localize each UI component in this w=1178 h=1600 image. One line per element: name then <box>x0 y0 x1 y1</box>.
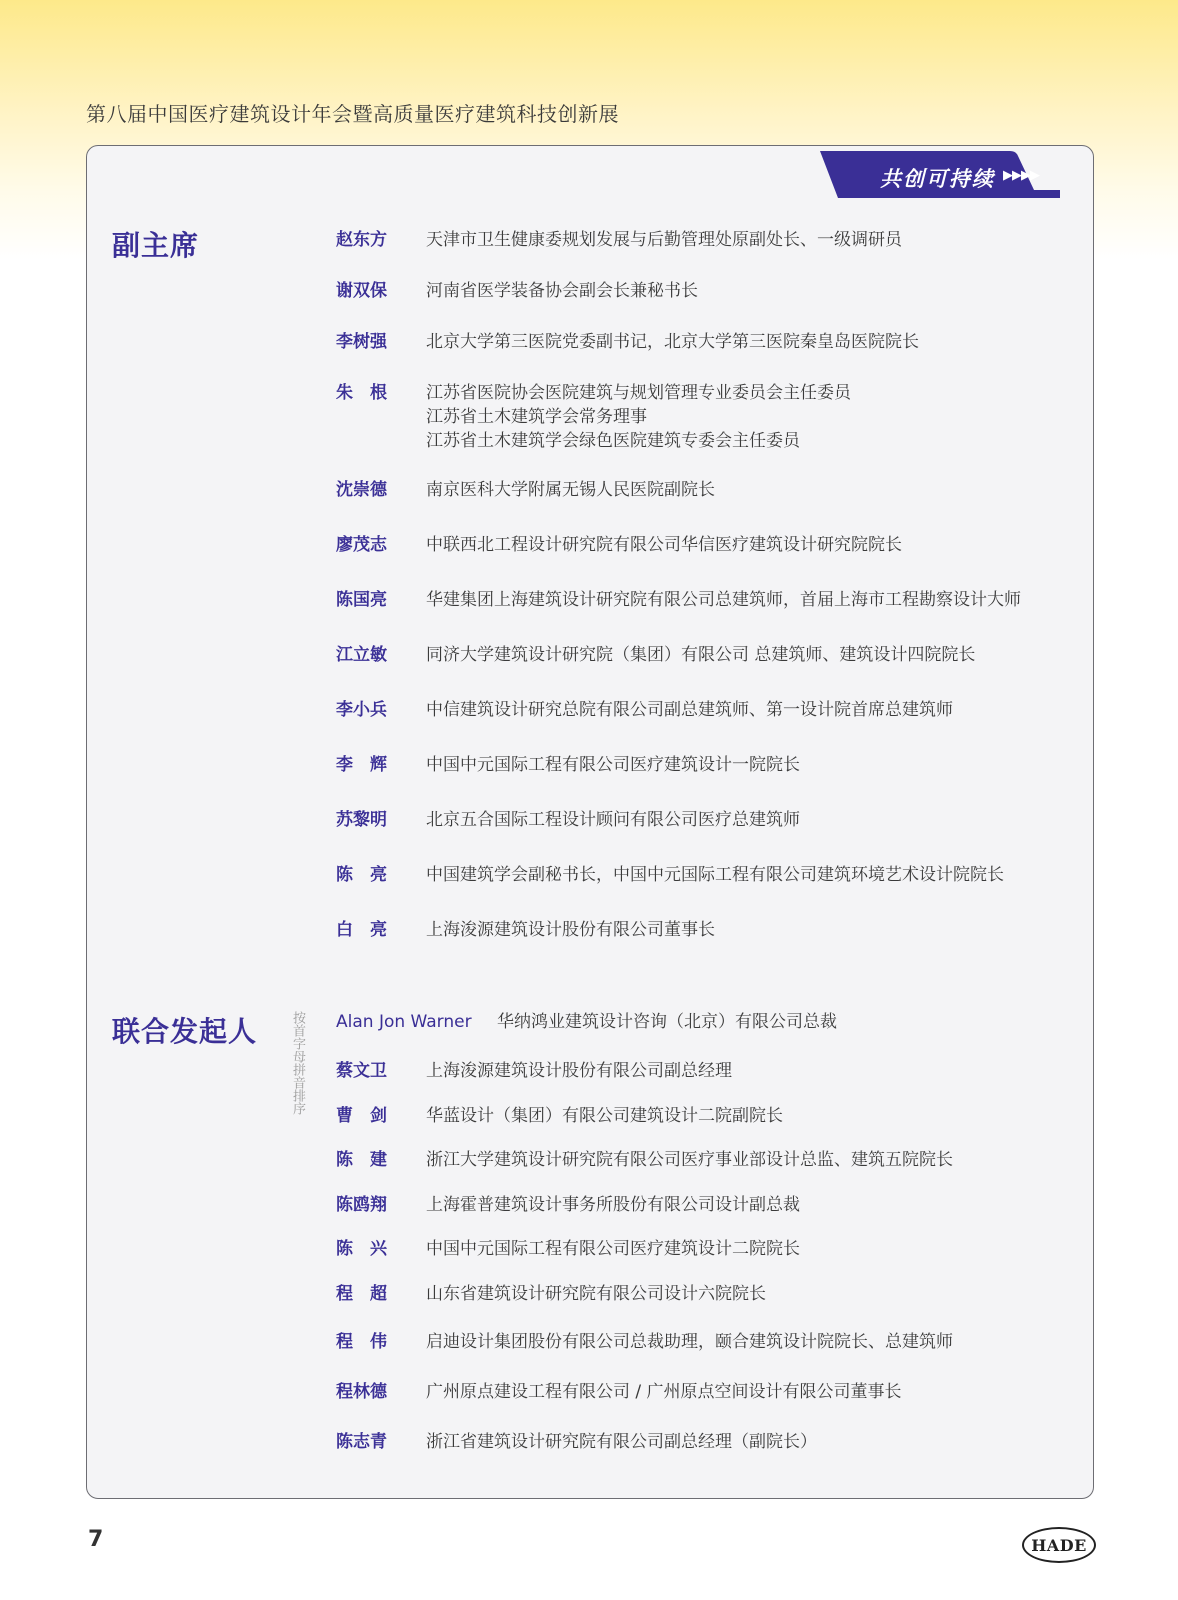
member-title <box>426 1104 783 1128</box>
section-title-co-initiators: 联合发起人 <box>112 1015 258 1048</box>
member-title-line: 华纳鸿业建筑设计咨询（北京）有限公司总裁 <box>497 1012 837 1032</box>
member-name: Alan Jon Warner <box>336 1012 472 1032</box>
member-title <box>426 228 902 252</box>
member-title-line: 华建集团上海建筑设计研究院有限公司总建筑师，首届上海市工程勘察设计大师 <box>426 590 1021 610</box>
member-title <box>426 1148 953 1172</box>
page-number: 7 <box>88 1527 104 1552</box>
member-title-line: 浙江省建筑设计研究院有限公司副总经理（副院长） <box>426 1432 817 1452</box>
member-title-line: 中信建筑设计研究总院有限公司副总建筑师、第一设计院首席总建筑师 <box>426 700 953 720</box>
member-title <box>426 533 902 557</box>
member-name: 谢双保 <box>336 281 387 301</box>
member-name: 陈 亮 <box>336 865 387 885</box>
hade-logo: HADE <box>1022 1527 1096 1563</box>
member-title-line: 南京医科大学附属无锡人民医院副院长 <box>426 480 715 500</box>
member-name: 曹 剑 <box>336 1106 387 1126</box>
member-title <box>426 1193 800 1217</box>
member-title-line: 上海霍普建筑设计事务所股份有限公司设计副总裁 <box>426 1195 800 1215</box>
member-title <box>426 1380 902 1404</box>
member-name: 陈志青 <box>336 1432 387 1452</box>
member-title-line: 江苏省医院协会医院建筑与规划管理专业委员会主任委员 <box>426 383 851 403</box>
member-name: 程 伟 <box>336 1332 387 1352</box>
member-title <box>497 1010 837 1034</box>
member-title-line: 中国中元国际工程有限公司医疗建筑设计一院院长 <box>426 755 800 775</box>
member-name: 程 超 <box>336 1284 387 1304</box>
member-title-line: 广州原点建设工程有限公司 / 广州原点空间设计有限公司董事长 <box>426 1382 902 1402</box>
member-title <box>426 1237 800 1261</box>
member-name: 陈鸥翔 <box>336 1195 387 1215</box>
member-title-line: 中国建筑学会副秘书长，中国中元国际工程有限公司建筑环境艺术设计院院长 <box>426 865 1004 885</box>
member-title <box>426 863 1004 887</box>
member-name: 李小兵 <box>336 700 387 720</box>
section-title-vice-chairs: 副主席 <box>112 229 200 262</box>
member-title-line: 启迪设计集团股份有限公司总裁助理，颐合建筑设计院院长、总建筑师 <box>426 1332 953 1352</box>
member-title-line: 山东省建筑设计研究院有限公司设计六院院长 <box>426 1284 766 1304</box>
member-name: 廖茂志 <box>336 535 387 555</box>
member-title-line: 华蓝设计（集团）有限公司建筑设计二院副院长 <box>426 1106 783 1126</box>
member-name: 蔡文卫 <box>336 1061 387 1081</box>
member-title <box>426 643 975 667</box>
member-name: 程林德 <box>336 1382 387 1402</box>
member-title-line: 河南省医学装备协会副会长兼秘书长 <box>426 281 698 301</box>
member-title-line: 中国中元国际工程有限公司医疗建筑设计二院院长 <box>426 1239 800 1259</box>
member-title-line: 上海浚源建筑设计股份有限公司副总经理 <box>426 1061 732 1081</box>
member-name: 李树强 <box>336 332 387 352</box>
sort-note: 按首字母拼音排序 <box>290 1011 305 1115</box>
member-title <box>426 478 715 502</box>
member-title <box>426 279 698 303</box>
member-title <box>426 588 1021 612</box>
member-name: 苏黎明 <box>336 810 387 830</box>
member-title <box>426 698 953 722</box>
member-name: 李 辉 <box>336 755 387 775</box>
member-title <box>426 808 800 832</box>
member-title-line: 北京大学第三医院党委副书记，北京大学第三医院秦皇岛医院院长 <box>426 332 919 352</box>
member-title <box>426 1059 732 1083</box>
page-header-title: 第八届中国医疗建筑设计年会暨高质量医疗建筑科技创新展 <box>86 102 619 126</box>
member-title-line: 同济大学建筑设计研究院（集团）有限公司 总建筑师、建筑设计四院院长 <box>426 645 976 665</box>
member-name: 陈国亮 <box>336 590 387 610</box>
member-title <box>426 330 919 354</box>
member-name: 赵东方 <box>336 230 387 250</box>
member-title <box>426 1330 953 1354</box>
member-name: 江立敏 <box>336 645 387 665</box>
member-title <box>426 918 715 942</box>
member-name: 陈 建 <box>336 1150 387 1170</box>
member-title-line: 中联西北工程设计研究院有限公司华信医疗建筑设计研究院院长 <box>426 535 902 555</box>
member-title-line: 天津市卫生健康委规划发展与后勤管理处原副处长、一级调研员 <box>426 230 902 250</box>
member-name: 沈崇德 <box>336 480 387 500</box>
member-title-line: 浙江大学建筑设计研究院有限公司医疗事业部设计总监、建筑五院院长 <box>426 1150 953 1170</box>
arrow-right-icon: ▶▶▶▶ <box>1003 168 1039 183</box>
member-title-line: 上海浚源建筑设计股份有限公司董事长 <box>426 920 715 940</box>
member-name: 朱 根 <box>336 383 387 403</box>
member-title-line: 江苏省土木建筑学会绿色医院建筑专委会主任委员 <box>426 431 800 451</box>
member-name: 陈 兴 <box>336 1239 387 1259</box>
member-title <box>426 1430 817 1454</box>
member-title <box>426 381 851 453</box>
member-title <box>426 1282 766 1306</box>
member-title-line: 江苏省土木建筑学会常务理事 <box>426 407 647 427</box>
member-title <box>426 753 800 777</box>
tab-banner-label: 共创可持续 <box>880 167 995 191</box>
member-name: 白 亮 <box>336 920 387 940</box>
member-title-line: 北京五合国际工程设计顾问有限公司医疗总建筑师 <box>426 810 800 830</box>
